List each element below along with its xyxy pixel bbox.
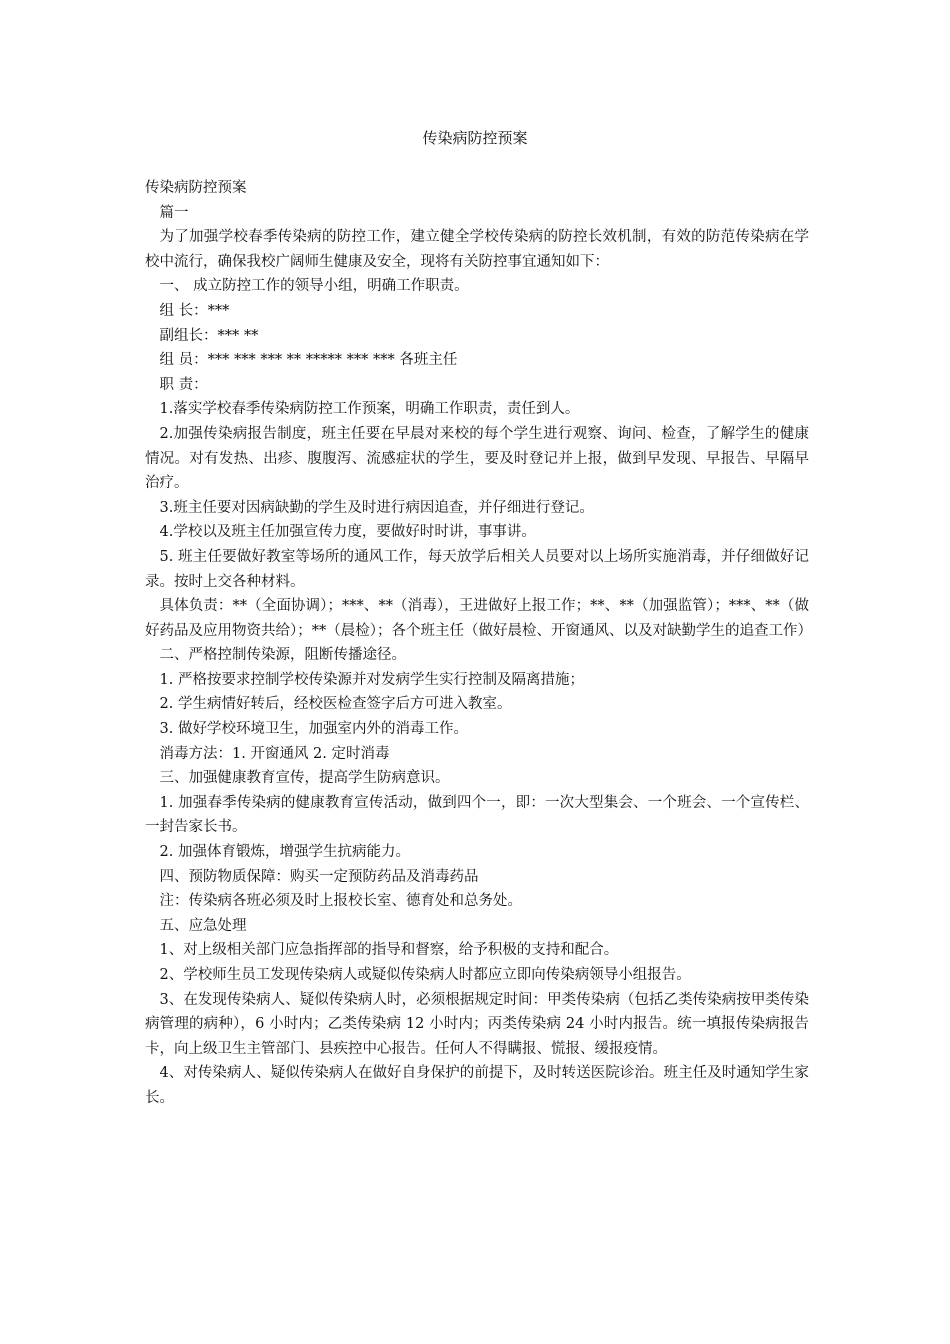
paragraph: 2.加强传染病报告制度，班主任要在早晨对来校的每个学生进行观察、询问、检查，了解学生的健康情况。对有发热、出疹、腹腹泻、流感症状的学生，要及时登记并上报，做到早发现、早报告、早隔早治疗。: [145, 425, 809, 492]
paragraph: 职 责：: [159, 376, 208, 393]
paragraph: 为了加强学校春季传染病的防控工作，建立健全学校传染病的防控长效机制，有效的防范传染病在学校中流行，确保我校广阔师生健康及安全，现将有关防控事宜通知如下：: [145, 229, 809, 270]
paragraph: 1、对上级相关部门应急指挥部的指导和督察，给予积极的支持和配合。: [159, 942, 619, 959]
paragraph: 五、应急处理: [159, 917, 247, 934]
paragraph: 3.班主任要对因病缺勤的学生及时进行病因追查，并仔细进行登记。: [159, 499, 594, 516]
paragraph: 2. 学生病情好转后，经校医检查签字后方可进入教室。: [159, 696, 512, 713]
paragraph: 1. 加强春季传染病的健康教育宣传活动，做到四个一，即：一次大型集会、一个班会、一个宣传栏、一封告家长书。: [145, 794, 809, 836]
paragraph: 注：传染病各班必须及时上报校长室、德育处和总务处。: [159, 893, 522, 910]
paragraph: 5. 班主任要做好教室等场所的通风工作，每天放学后相关人员要对以上场所实施消毒，并仔细做好记录。按时上交各种材料。: [145, 548, 809, 590]
paragraph: 消毒方法：1. 开窗通风 2. 定时消毒: [159, 745, 390, 762]
paragraph: 三、加强健康教育宣传，提高学生防病意识。: [159, 770, 450, 787]
paragraph: 2、学校师生员工发现传染病人或疑似传染病人时都应立即向传染病领导小组报告。: [159, 967, 691, 983]
paragraph: 具体负责：**（全面协调）；***、**（消毒），王进做好上报工作；**、**（加强监管）；***、**（做好药品及应用物资共给）；**（晨检）；各个班主任（做好晨检、开窗通风、以及对缺勤学生的追查工作）: [145, 598, 812, 639]
paragraph: 传染病防控预案: [145, 180, 247, 196]
paragraph: 副组长：*** **: [159, 327, 259, 344]
paragraph: 四、预防物质保障：购买一定预防药品及消毒药品: [159, 868, 479, 885]
paragraph: 组 长：***: [159, 302, 230, 319]
paragraph: 篇一: [159, 204, 189, 221]
paragraph: 4、对传染病人、疑似传染病人在做好自身保护的前提下，及时转送医院诊治。班主任及时通知学生家长。: [145, 1065, 809, 1106]
paragraph: 1. 严格按要求控制学校传染源并对发病学生实行控制及隔离措施；: [159, 671, 584, 688]
paragraph: 2. 加强体育锻炼，增强学生抗病能力。: [159, 844, 410, 861]
paragraph: 一、 成立防控工作的领导小组，明确工作职责。: [159, 278, 469, 295]
document-body: [145, 176, 812, 1111]
paragraph: 组 员：*** *** *** ** ***** *** *** 各班主任: [159, 352, 458, 369]
paragraph: 二、严格控制传染源，阻断传播途径。: [159, 647, 406, 664]
paragraph: 1.落实学校春季传染病防控工作预案，明确工作职责，责任到人。: [159, 401, 580, 418]
paragraph: 4.学校以及班主任加强宣传力度，要做好时时讲，事事讲。: [159, 524, 536, 541]
page-title: 传染病防控预案: [422, 129, 528, 147]
paragraph: 3、在发现传染病人、疑似传染病人时，必须根据规定时间：甲类传染病（包括乙类传染病按甲类传染病管理的病种），6 小时内；乙类传染病 12 小时内；丙类传染病 24 小时内报告。统一填报传染病报告卡，向上级卫生主管部门、县疾控中心报告。任何人不得瞒报、慌报、缓报疫情。: [145, 991, 809, 1057]
paragraph: 3. 做好学校环境卫生，加强室内外的消毒工作。: [159, 721, 468, 738]
